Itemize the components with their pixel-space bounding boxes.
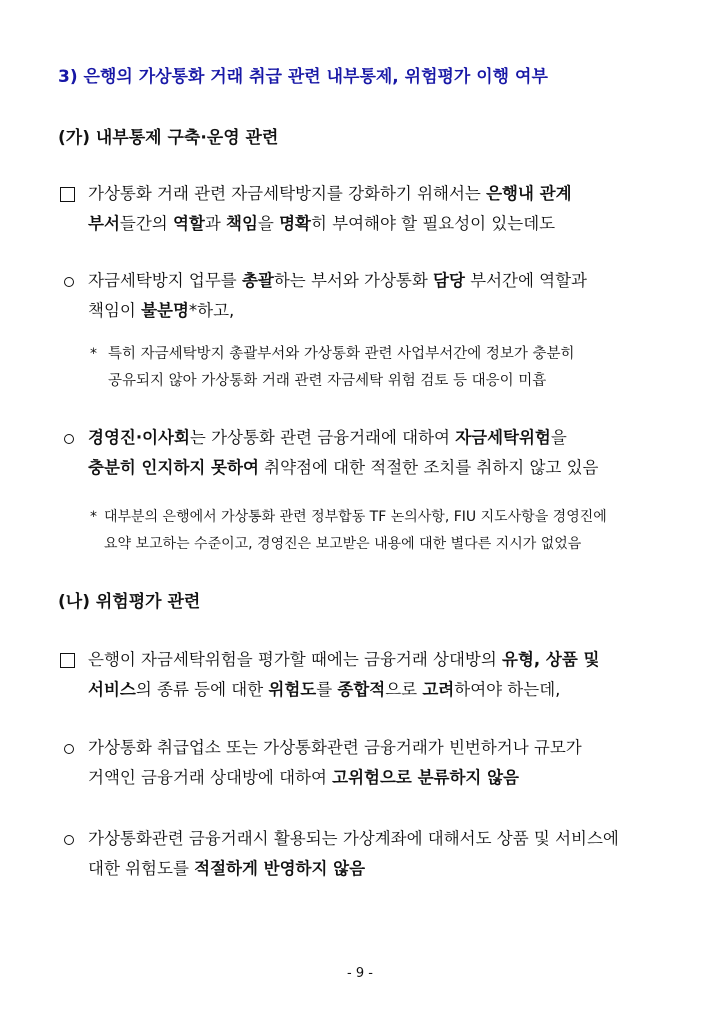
text-run: 의 종류 등에 대한 <box>135 680 269 699</box>
footnote-star: * <box>90 346 97 362</box>
bold-text-run: 경영진·이사회 <box>88 428 190 447</box>
text-run: 하여야 하는데, <box>454 680 561 699</box>
text-run: 히 부여해야 할 필요성이 있는데도 <box>311 214 556 233</box>
paragraph-line <box>88 213 555 235</box>
text-run: 을 <box>550 428 567 447</box>
bold-text-run: 종합적 <box>337 680 386 699</box>
bold-text-run: 위험도 <box>268 680 317 699</box>
paragraph-line <box>88 457 598 479</box>
circle-bullet-icon <box>64 744 74 754</box>
circle-bullet-icon <box>64 434 74 444</box>
bold-text-run: 고려 <box>422 680 455 699</box>
bold-text-run: 역할 <box>172 214 205 233</box>
bold-text-run: 고위험으로 분류하지 않음 <box>332 768 519 787</box>
text-run: 거액인 금융거래 상대방에 대하여 <box>88 768 333 787</box>
text-run: *하고, <box>188 301 235 320</box>
bold-text-run: 서비스 <box>88 680 136 699</box>
subsection-title-b: (나) 위험평가 관련 <box>58 592 201 612</box>
text-run: 은행이 자금세탁위험을 평가할 때에는 금융거래 상대방의 <box>88 650 503 669</box>
text-run: 부서간에 역할과 <box>464 271 587 290</box>
text-run: 는 가상통화 관련 금융거래에 대하여 <box>189 428 456 447</box>
paragraph-line <box>88 858 365 880</box>
text-run: 대한 위험도를 <box>88 859 195 878</box>
bold-text-run: 총괄 <box>241 271 274 290</box>
text-run: 책임이 <box>88 301 142 320</box>
text-run: 과 <box>204 214 227 233</box>
paragraph-line <box>88 767 519 789</box>
paragraph-line <box>88 649 599 671</box>
bold-text-run: 적절하게 반영하지 않음 <box>194 859 366 878</box>
bold-text-run: 명확 <box>279 214 311 233</box>
text-run: 을 <box>257 214 280 233</box>
note-line: 특히 자금세탁방지 총괄부서와 가상통화 관련 사업부서간에 정보가 충분히 <box>108 346 575 362</box>
bold-text-run: 유형, 상품 및 <box>502 650 600 669</box>
text-run: 하는 부서와 가상통화 <box>273 271 434 290</box>
note-line: 요약 보고하는 수준이고, 경영진은 보고받은 내용에 대한 별다른 지시가 없었음 <box>104 536 582 552</box>
paragraph-line: 가상통화 취급업소 또는 가상통화관련 금융거래가 빈번하거나 규모가 <box>88 738 582 757</box>
bold-text-run: 불분명 <box>141 301 189 320</box>
paragraph-line <box>88 679 560 701</box>
paragraph-line <box>88 270 587 292</box>
footnote-star: * <box>90 509 97 525</box>
text-run: 으로 <box>385 680 423 699</box>
square-bullet-icon <box>60 187 75 202</box>
paragraph-line <box>88 427 567 449</box>
text-run: 를 <box>316 680 338 699</box>
text-run: 가상통화 거래 관련 자금세탁방지를 강화하기 위해서는 <box>88 184 487 203</box>
bold-text-run: 은행내 관계 <box>486 184 572 203</box>
bold-text-run: 충분히 인지하지 못하여 <box>88 458 259 477</box>
paragraph-line <box>88 183 572 205</box>
text-run: 자금세탁방지 업무를 <box>88 271 242 290</box>
note-line: 공유되지 않아 가상통화 거래 관련 자금세탁 위험 검토 등 대응이 미흡 <box>108 373 547 389</box>
circle-bullet-icon <box>64 277 74 287</box>
text-run: 들간의 <box>119 214 173 233</box>
paragraph-line <box>88 300 234 322</box>
subsection-title-a: (가) 내부통제 구축·운영 관련 <box>58 128 279 148</box>
bold-text-run: 자금세탁위험 <box>455 428 551 447</box>
bold-text-run: 책임 <box>226 214 258 233</box>
section-title: 3) 은행의 가상통화 거래 취급 관련 내부통제, 위험평가 이행 여부 <box>58 67 548 87</box>
circle-bullet-icon <box>64 835 74 845</box>
square-bullet-icon <box>60 653 75 668</box>
bold-text-run: 부서 <box>88 214 120 233</box>
page-number: - 9 - <box>347 966 373 981</box>
bold-text-run: 담당 <box>433 271 465 290</box>
text-run: 취약점에 대한 적절한 조치를 취하지 않고 있음 <box>258 458 599 477</box>
note-line: 대부분의 은행에서 가상통화 관련 정부합동 TF 논의사항, FIU 지도사항을 경영진에 <box>104 509 607 525</box>
paragraph-line: 가상통화관련 금융거래시 활용되는 가상계좌에 대해서도 상품 및 서비스에 <box>88 829 619 848</box>
